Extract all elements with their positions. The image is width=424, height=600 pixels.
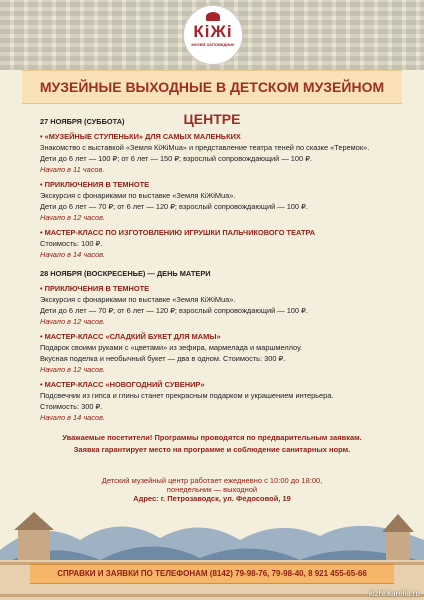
page-title: МУЗЕЙНЫЕ ВЫХОДНЫЕ В ДЕТСКОМ МУЗЕЙНОМ ЦЕНТРЕ <box>22 70 402 104</box>
hours-line: Детский музейный центр работает ежедневно с 10:00 до 18:00, <box>101 476 323 485</box>
event-line: Дети до 6 лет — 70 ₽; от 6 лет — 120 ₽; взрослый сопровождающий — 100 ₽. <box>40 202 308 211</box>
event-line: Подарок своими руками с «цветами» из зефира, мармелада и маршмеллоу. <box>40 343 303 352</box>
event-time: Начало в 12 часов. <box>40 213 105 222</box>
day-date: 27 НОЯБРЯ (СУББОТА) <box>40 117 125 126</box>
event-time: Начало в 14 часов. <box>40 250 105 259</box>
roof-left <box>14 512 54 530</box>
contacts-bar: СПРАВКИ И ЗАЯВКИ ПО ТЕЛЕФОНАМ (8142) 79-98-76, 79-98-40, 8 921 455-65-66 <box>30 564 394 584</box>
event-item <box>40 179 400 223</box>
event-line: Вкусная поделка и необычный букет — два в одном. Стоимость: 300 ₽. <box>40 354 286 363</box>
event-line: Экскурсия с фонариками по выставке «Земля КiЖiМuа». <box>40 295 236 304</box>
day-2 <box>40 268 400 423</box>
event-time: Начало в 14 часов. <box>40 413 105 422</box>
hours-line: понедельник — выходной <box>166 485 258 494</box>
day-1 <box>40 116 400 260</box>
event-time: Начало в 12 часов. <box>40 317 105 326</box>
event-line: Экскурсия с фонариками по выставке «Земля КiЖiМuа». <box>40 191 236 200</box>
event-title: • МАСТЕР-КЛАСС «НОВОГОДНИЙ СУВЕНИР» <box>40 380 205 389</box>
event-title: • «МУЗЕЙНЫЕ СТУПЕНЬКИ» ДЛЯ САМЫХ МАЛЕНЬКИХ <box>40 132 241 141</box>
logo-text: КiЖi <box>193 22 233 41</box>
event-item <box>40 283 400 327</box>
event-time: Начало в 12 часов. <box>40 365 105 374</box>
dome-icon <box>206 12 220 21</box>
program-content <box>40 110 400 423</box>
event-title: • ПРИКЛЮЧЕНИЯ В ТЕМНОТЕ <box>40 284 150 293</box>
day-date: 28 НОЯБРЯ (ВОСКРЕСЕНЬЕ) — ДЕНЬ МАТЕРИ <box>40 269 211 278</box>
notice-line: Заявка гарантирует место на программе и соблюдение санитарных норм. <box>73 445 351 454</box>
event-title: • ПРИКЛЮЧЕНИЯ В ТЕМНОТЕ <box>40 180 150 189</box>
event-line: Стоимость: 100 ₽. <box>40 239 103 248</box>
event-line: Дети до 6 лет — 70 ₽; от 6 лет — 120 ₽; взрослый сопровождающий — 100 ₽. <box>40 306 308 315</box>
event-title: • МАСТЕР-КЛАСС «СЛАДКИЙ БУКЕТ ДЛЯ МАМЫ» <box>40 332 221 341</box>
event-line: Дети до 6 лет — 100 ₽; от 6 лет — 150 ₽; взрослый сопровождающий — 100 ₽. <box>40 154 312 163</box>
event-item <box>40 331 400 375</box>
event-line: Подсвечник из гипса и глины станет прекрасным подарком и украшением интерьера. <box>40 391 334 400</box>
event-item <box>40 227 400 260</box>
event-item <box>40 379 400 423</box>
address: Адрес: г. Петрозаводск, ул. Федосовой, 19 <box>133 494 291 503</box>
event-line: Стоимость: 300 ₽. <box>40 402 103 411</box>
event-time: Начало в 11 часов. <box>40 165 105 174</box>
notice-line: Уважаемые посетители! Программы проводятся по предварительным заявкам. <box>62 433 362 442</box>
decorative-landscape <box>0 510 424 600</box>
event-title: • МАСТЕР-КЛАСС ПО ИЗГОТОВЛЕНИЮ ИГРУШКИ ПАЛЬЧИКОВОГО ТЕАТРА <box>40 228 316 237</box>
event-line: Знакомство с выставкой «Земля КiЖiМuа» и представление театра теней по сказке «Теремок». <box>40 143 370 152</box>
museum-logo <box>183 5 243 65</box>
logo-subtitle: МУЗЕЙ-ЗАПОВЕДНИК <box>191 42 235 47</box>
opening-hours <box>20 476 404 503</box>
visitor-notice <box>20 432 404 456</box>
event-item <box>40 131 400 175</box>
roof-right <box>382 514 414 532</box>
watermark: kizhi.karelia.ru <box>368 589 420 598</box>
